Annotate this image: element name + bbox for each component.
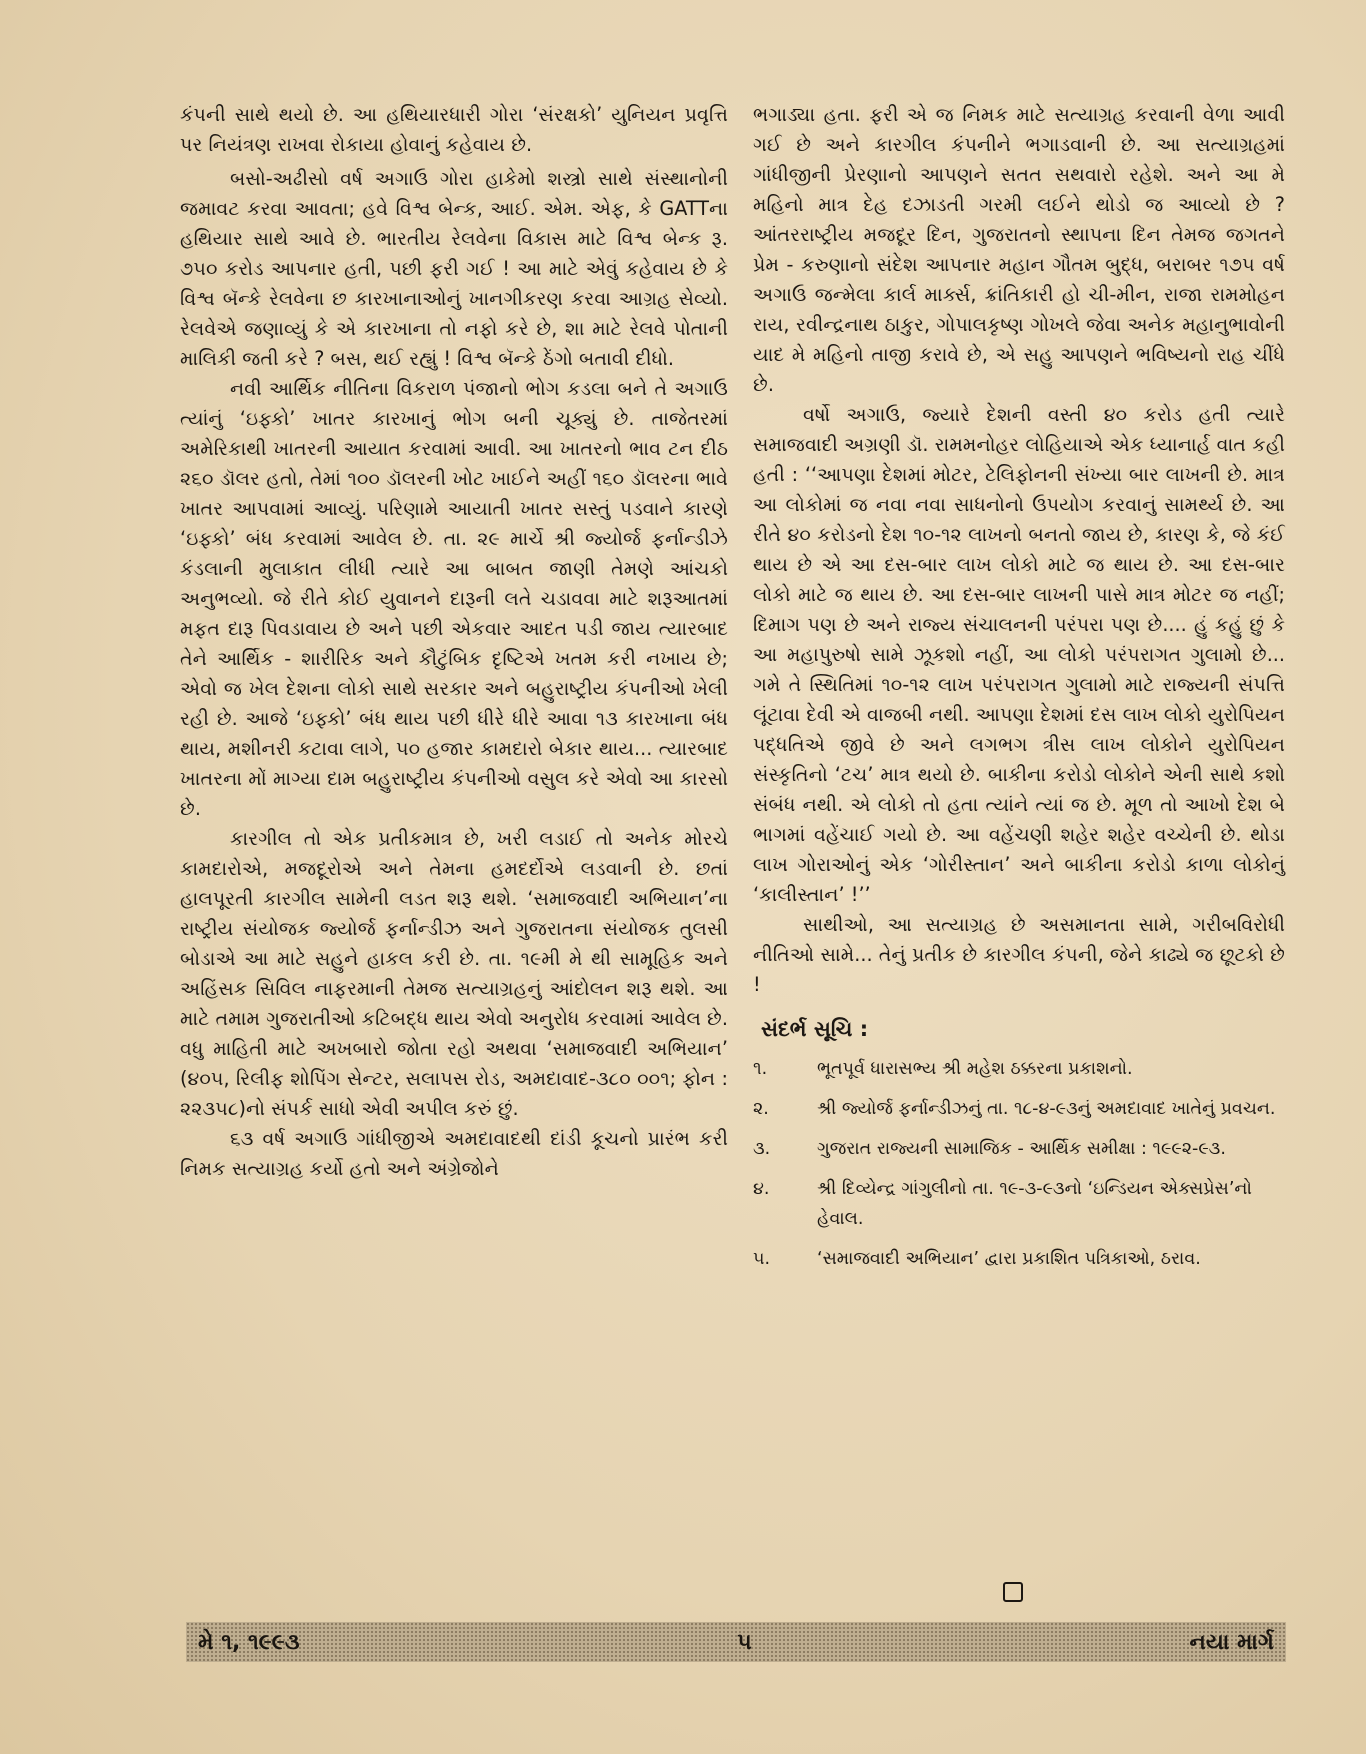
reference-text: ‘સમાજવાદી અભિયાન’ દ્વારા પ્રકાશિત પત્રિકાઓ, ઠરાવ. (817, 1249, 1201, 1269)
left-column (180, 100, 728, 1184)
footer-page-number: ૫ (737, 1629, 752, 1655)
reference-number: ૨. (753, 1099, 769, 1119)
reference-item (753, 1174, 1285, 1234)
end-of-article-mark-icon (1003, 1582, 1023, 1602)
reference-item (753, 1054, 1285, 1084)
paragraph: કારગીલ તો એક પ્રતીકમાત્ર છે, ખરી લડાઈ તો અનેક મોરચે કામદારોએ, મજદૂરોએ અને તેમના હમદર્દોએ લડવાની છે. છતાં હાલપૂરતી કારગીલ સામેની લડત શરૂ થશે. ‘સમાજવાદી અભિયાન’ના રાષ્ટ્રીય સંયોજક જ્યોર્જ ફર્નાન્ડીઝ અને ગુજરાતના સંયોજક તુલસી બોડાએ આ માટે સહુને હાકલ કરી છે. તા. ૧૯મી મે થી સામૂહિક અને અહિંસક સિવિલ નાફરમાની તેમજ સત્યાગ્રહનું આંદોલન શરૂ થશે. આ માટે તમામ ગુજરાતીઓ કટિબદ્ધ થાય એવો અનુરોધ કરવામાં આવેલ છે. વધુ માહિતી માટે અખબારો જોતા રહો અથવા ‘સમાજવાદી અભિયાન’ (૪૦૫, રિલીફ શોપિંગ સેન્ટર, સલાપસ રોડ, અમદાવાદ-૩૮૦ ૦૦૧; ફોન : ૨૨૩૫૮)નો સંપર્ક સાધો એવી અપીલ કરું છું. (180, 827, 728, 1120)
reference-number: ૩. (753, 1139, 771, 1159)
reference-item (753, 1244, 1285, 1274)
footer-date: મે ૧, ૧૯૯૩ (198, 1629, 300, 1655)
reference-text: શ્રી જ્યોર્જ ફર્નાન્ડીઝનું તા. ૧૮-૪-૯૩નું અમદાવાદ ખાતેનું પ્રવચન. (817, 1099, 1276, 1119)
paragraph: કંપની સાથે થયો છે. આ હથિયારધારી ગોરા ‘સંરક્ષકો’ યુનિયન પ્રવૃત્તિ પર નિયંત્રણ રાખવા રોકાયા હોવાનું કહેવાય છે. (180, 103, 728, 156)
footer-publication-name: નયા માર્ગ (1189, 1629, 1274, 1655)
paragraph: બસો-અઢીસો વર્ષ અગાઉ ગોરા હાકેમો શસ્ત્રો સાથે સંસ્થાનોની જમાવટ કરવા આવતા; હવે વિશ્વ બેન્ક, આઈ. એમ. એફ, કે GATTના હથિયાર સાથે આવે છે. ભારતીય રેલવેના વિકાસ માટે વિશ્વ બેન્ક રૂ. ૭૫૦ કરોડ આપનાર હતી, પછી ફરી ગઈ ! આ માટે એવું કહેવાય છે કે વિશ્વ બૅન્કે રેલવેના છ કારખાનાઓનું ખાનગીકરણ કરવા આગ્રહ સેવ્યો. રેલવેએ જણાવ્યું કે એ કારખાના તો નફો કરે છે, શા માટે રેલવે પોતાની માલિકી જતી કરે ? બસ, થઈ રહ્યું ! વિશ્વ બૅન્કે ઠેંગો બતાવી દીધો. (180, 167, 728, 370)
reference-number: ૧. (753, 1059, 768, 1079)
page-footer (186, 1622, 1286, 1662)
reference-text: શ્રી દિવ્યેન્દ્ર ગાંગુલીનો તા. ૧૯-૩-૯૩નો ‘ઇન્ડિયન એક્સપ્રેસ’નો હેવાલ. (817, 1179, 1252, 1229)
reference-number: ૫. (753, 1249, 771, 1269)
references-list (753, 1054, 1285, 1274)
reference-text: ગુજરાત રાજ્યની સામાજિક - આર્થિક સમીક્ષા : ૧૯૯૨-૯૩. (817, 1139, 1226, 1159)
reference-text: ભૂતપૂર્વ ધારાસભ્ય શ્રી મહેશ ઠક્કરના પ્રકાશનો. (817, 1059, 1133, 1079)
paragraph: ભગાડ્યા હતા. ફરી એ જ નિમક માટે સત્યાગ્રહ કરવાની વેળા આવી ગઈ છે અને કારગીલ કંપનીને ભગાડવાની છે. આ સત્યાગ્રહમાં ગાંધીજીની પ્રેરણાનો આપણને સતત સથવારો રહેશે. અને આ મે મહિનો માત્ર દેહ દઝાડતી ગરમી લઈને થોડો જ આવ્યો છે ? આંતરરાષ્ટ્રીય મજદૂર દિન, ગુજરાતનો સ્થાપના દિન તેમજ જગતને પ્રેમ - કરુણાનો સંદેશ આપનાર મહાન ગૌતમ બુદ્ધ, બરાબર ૧૭૫ વર્ષ અગાઉ જન્મેલા કાર્લ માર્ક્સ, ક્રાંતિકારી હો ચી-મીન, રાજા રામમોહન રાય, રવીન્દ્રનાથ ઠાકુર, ગોપાલકૃષ્ણ ગોખલે જેવા અનેક મહાનુભાવોની યાદ મે મહિનો તાજી કરાવે છે, એ સહુ આપણને ભવિષ્યનો રાહ ચીંધે છે. (753, 103, 1285, 396)
reference-item (753, 1094, 1285, 1124)
paragraph: સાથીઓ, આ સત્યાગ્રહ છે અસમાનતા સામે, ગરીબવિરોધી નીતિઓ સામે... તેનું પ્રતીક છે કારગીલ કંપની, જેને કાઢ્યે જ છૂટકો છે ! (753, 913, 1285, 996)
references-title: સંદર્ભ સૂચિ : (761, 1017, 869, 1041)
reference-item (753, 1134, 1285, 1164)
paragraph: વર્ષો અગાઉ, જ્યારે દેશની વસ્તી ૪૦ કરોડ હતી ત્યારે સમાજવાદી અગ્રણી ડૉ. રામમનોહર લોહિયાએ એક ધ્યાનાર્હ વાત કહી હતી : ‘‘આપણા દેશમાં મોટર, ટેલિફોનની સંખ્યા બાર લાખની છે. માત્ર આ લોકોમાં જ નવા નવા સાધનોનો ઉપયોગ કરવાનું સામર્થ્ય છે. આ રીતે ૪૦ કરોડનો દેશ ૧૦-૧૨ લાખનો બનતો જાય છે, કારણ કે, જે કંઈ થાય છે એ આ દસ-બાર લાખ લોકો માટે જ થાય છે. આ દસ-બાર લોકો માટે જ થાય છે. આ દસ-બાર લાખની પાસે માત્ર મોટર જ નહીં; દિમાગ પણ છે અને રાજ્ય સંચાલનની પરંપરા પણ છે.... હું કહું છું કે આ મહાપુરુષો સામે ઝૂકશો નહીં, આ લોકો પરંપરાગત ગુલામો છે... ગમે તે સ્થિતિમાં ૧૦-૧૨ લાખ પરંપરાગત ગુલામો માટે રાજ્યની સંપત્તિ લૂંટાવા દેવી એ વાજબી નથી. આપણા દેશમાં દસ લાખ લોકો યુરોપિયન પદ્ધતિએ જીવે છે અને લગભગ ત્રીસ લાખ લોકોને યુરોપિયન સંસ્કૃતિનો ‘ટચ’ માત્ર થયો છે. બાકીના કરોડો લોકોને એની સાથે કશો સંબંધ નથી. એ લોકો તો હતા ત્યાંને ત્યાં જ છે. મૂળ તો આખો દેશ બે ભાગમાં વહેંચાઈ ગયો છે. આ વહેંચણી શહેર શહેર વચ્ચેની છે. થોડા લાખ ગોરાઓનું એક ‘ગોરીસ્તાન’ અને બાકીના કરોડો કાળા લોકોનું ‘કાલીસ્તાન’ !’’ (753, 403, 1285, 906)
paragraph: નવી આર્થિક નીતિના વિકરાળ પંજાનો ભોગ કડલા બને તે અગાઉ ત્યાંનું ‘ઇફ્કો’ ખાતર કારખાનું ભોગ બની ચૂક્યું છે. તાજેતરમાં અમેરિકાથી ખાતરની આયાત કરવામાં આવી. આ ખાતરનો ભાવ ટન દીઠ ૨૬૦ ડૉલર હતો, તેમાં ૧૦૦ ડૉલરની ખોટ ખાઈને અહીં ૧૬૦ ડૉલરના ભાવે ખાતર આપવામાં આવ્યું. પરિણામે આયાતી ખાતર સસ્તું પડવાને કારણે ‘ઇફ્કો’ બંધ કરવામાં આવેલ છે. તા. ૨૯ માર્ચે શ્રી જ્યોર્જ ફર્નાન્ડીઝે કંડલાની મુલાકાત લીધી ત્યારે આ બાબત જાણી તેમણે આંચકો અનુભવ્યો. જે રીતે કોઈ યુવાનને દારૂની લતે ચડાવવા માટે શરૂઆતમાં મફત દારૂ પિવડાવાય છે અને પછી એકવાર આદત પડી જાય ત્યારબાદ તેને આર્થિક - શારીરિક અને કૌટુંબિક દૃષ્ટિએ ખતમ કરી નખાય છે; એવો જ ખેલ દેશના લોકો સાથે સરકાર અને બહુરાષ્ટ્રીય કંપનીઓ ખેલી રહી છે. આજે ‘ઇફ્કો’ બંધ થાય પછી ધીરે ધીરે આવા ૧૩ કારખાના બંધ થાય, મશીનરી કટાવા લાગે, ૫૦ હજાર કામદારો બેકાર થાય... ત્યારબાદ ખાતરના મોં માગ્યા દામ બહુરાષ્ટ્રીય કંપનીઓ વસુલ કરે એવો આ કારસો છે. (180, 377, 728, 820)
paragraph: ૬૩ વર્ષ અગાઉ ગાંધીજીએ અમદાવાદથી દાંડી કૂચનો પ્રારંભ કરી નિમક સત્યાગ્રહ કર્યો હતો અને અંગ્રેજોને (180, 1127, 728, 1180)
right-column (753, 100, 1285, 1284)
reference-number: ૪. (753, 1179, 770, 1199)
